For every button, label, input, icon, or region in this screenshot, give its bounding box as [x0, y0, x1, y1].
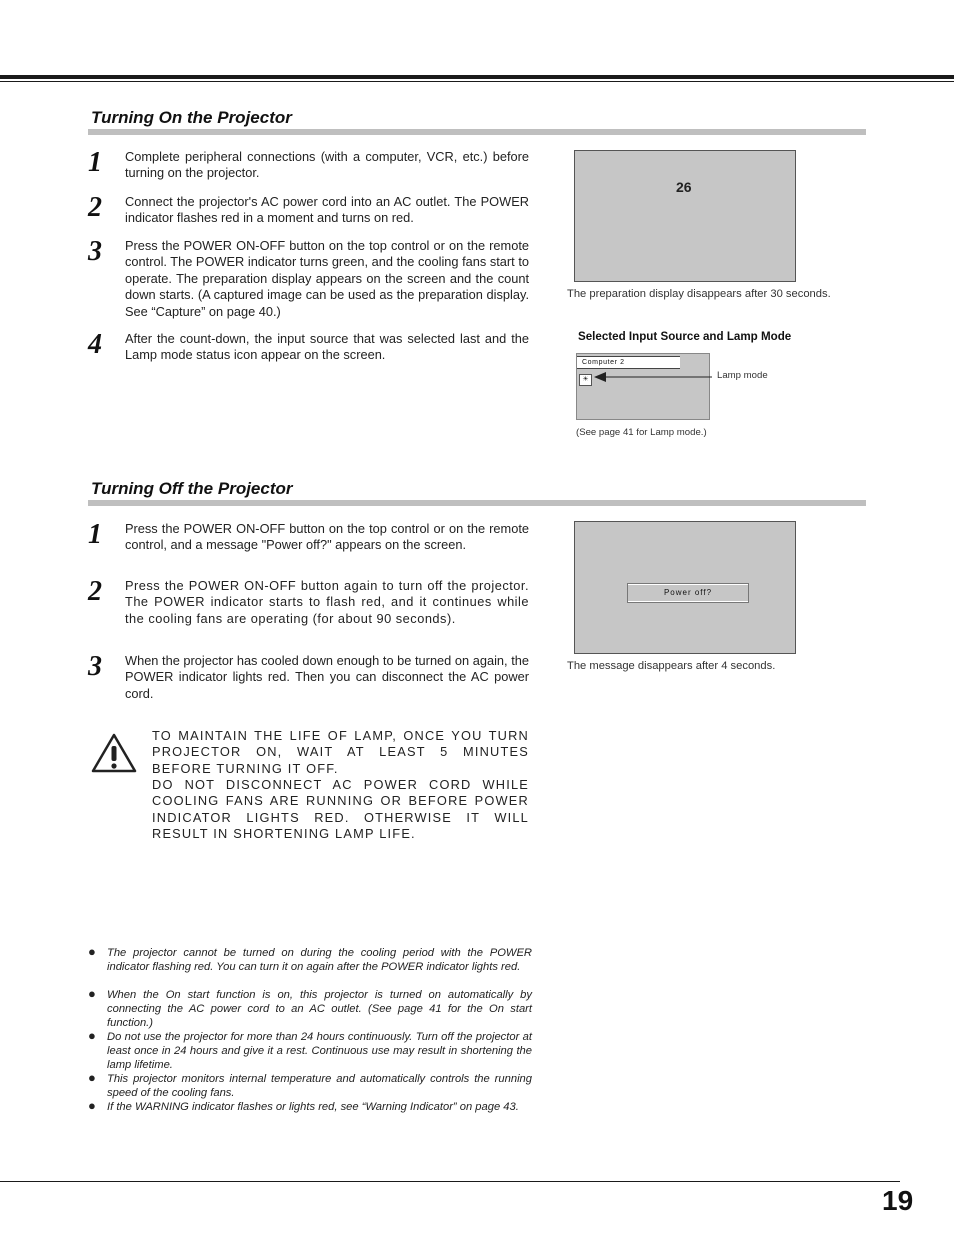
- note-item: [88, 946, 532, 974]
- step-text: Press the POWER ON-OFF button again to turn off the projector. The POWER indicator starts to flash red, and it continues while the cooling fans are operating (for about 90 seconds).: [125, 578, 529, 626]
- note-item: [88, 1072, 532, 1100]
- power-off-message-screen: [574, 521, 796, 654]
- note-item: [88, 1100, 532, 1114]
- preparation-display-caption: The preparation display disappears after 30 seconds.: [567, 288, 831, 300]
- input-source-label: Computer 2: [577, 356, 680, 369]
- step-number: 4: [88, 329, 102, 360]
- input-source-screen: [576, 353, 710, 420]
- warning-text-power-cord: DO NOT DISCONNECT AC POWER CORD WHILE COOLING FANS ARE RUNNING OR BEFORE POWER INDICATOR LIGHTS RED. OTHERWISE IT WILL RESULT IN SHORTENING LAMP LIFE.: [152, 777, 529, 842]
- warning-text-lamp-life: TO MAINTAIN THE LIFE OF LAMP, ONCE YOU TURN PROJECTOR ON, WAIT AT LEAST 5 MINUTES BEFORE TURNING IT OFF.: [152, 728, 529, 776]
- step-text: Complete peripheral connections (with a computer, VCR, etc.) before turning on the projector.: [125, 149, 529, 181]
- page-number: 19: [882, 1185, 914, 1216]
- step-number: 1: [88, 147, 102, 178]
- step-text: Press the POWER ON-OFF button on the top control or on the remote control, and a message "Power off?" appears on the screen.: [125, 521, 529, 553]
- lamp-icon: ☀: [579, 374, 592, 386]
- note-bullet: ●: [88, 944, 96, 959]
- lamp-mode-label: Lamp mode: [717, 370, 768, 381]
- header-rule-thin: [0, 81, 954, 82]
- section-title-turning-on: Turning On the Projector: [91, 108, 292, 127]
- note-text: Do not use the projector for more than 24 hours continuously. Turn off the projector at least once in 24 hours and give it a rest. Continuous use may result in shortening the lamp lifetime.: [107, 1031, 532, 1071]
- note-bullet: ●: [88, 986, 96, 1001]
- lamp-mode-pointer-arrow: [594, 370, 716, 384]
- footer-rule: [0, 1181, 900, 1182]
- step-number: 2: [88, 192, 102, 223]
- step-number: 1: [88, 519, 102, 550]
- note-text: When the On start function is on, this projector is turned on automatically by connecting the AC power cord to an AC outlet. (See page 41 for the On start function.): [107, 989, 532, 1029]
- power-off-message: Power off?: [628, 584, 748, 602]
- step-text: After the count-down, the input source that was selected last and the Lamp mode status icon appear on the screen.: [125, 331, 529, 363]
- countdown-number: 26: [676, 179, 692, 195]
- step-number: 2: [88, 576, 102, 607]
- section-bar-turning-on: [88, 129, 866, 135]
- step-number: 3: [88, 651, 102, 682]
- step-text: When the projector has cooled down enough to be turned on again, the POWER indicator lights red. Then you can disconnect the AC power cord.: [125, 653, 529, 701]
- power-off-message-caption: The message disappears after 4 seconds.: [567, 660, 776, 672]
- note-bullet: ●: [88, 1070, 96, 1085]
- lamp-mode-note: (See page 41 for Lamp mode.): [576, 427, 707, 438]
- warning-triangle-icon: [90, 732, 138, 774]
- input-source-heading: Selected Input Source and Lamp Mode: [578, 330, 792, 343]
- section-bar-turning-off: [88, 500, 866, 506]
- note-text: If the WARNING indicator flashes or lights red, see “Warning Indicator” on page 43.: [107, 1101, 519, 1113]
- step-text: Press the POWER ON-OFF button on the top control or on the remote control. The POWER indicator turns green, and the cooling fans start to operate. The preparation display appears on the screen and the count down starts. (A captured image can be used as the preparation display. See “Capture” on page 40.): [125, 238, 529, 319]
- note-text: The projector cannot be turned on during the cooling period with the POWER indicator flashing red. You can turn it on again after the POWER indicator lights red.: [107, 947, 532, 973]
- note-bullet: ●: [88, 1098, 96, 1113]
- header-rule-thick: [0, 75, 954, 79]
- note-item: [88, 988, 532, 1030]
- note-item: [88, 1030, 532, 1072]
- preparation-display-screen: [574, 150, 796, 282]
- note-text: This projector monitors internal temperature and automatically controls the running speed of the cooling fans.: [107, 1073, 532, 1099]
- section-title-turning-off: Turning Off the Projector: [91, 479, 293, 498]
- step-text: Connect the projector's AC power cord into an AC outlet. The POWER indicator flashes red in a moment and turns on red.: [125, 194, 529, 226]
- note-bullet: ●: [88, 1028, 96, 1043]
- step-number: 3: [88, 236, 102, 267]
